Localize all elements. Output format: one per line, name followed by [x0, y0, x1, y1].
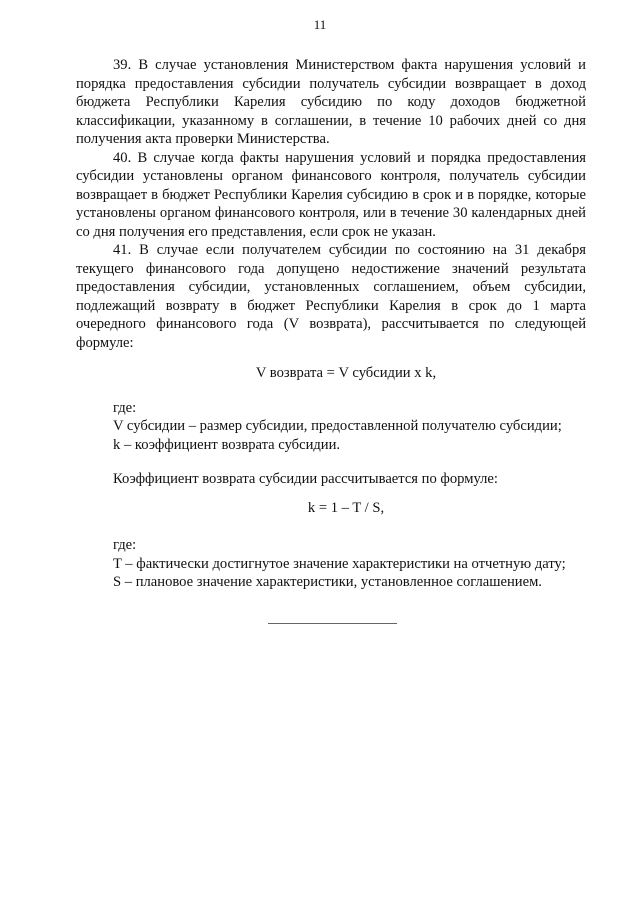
paragraph-41: 41. В случае если получателем субсидии по состоянию на 31 декабря текущего финансового года допущено недостижение значений результата предоставления субсидии, установленных соглашением, объем субсидии, подлежащий возврату в бюджет Республики Карелия в срок до 1 марта очередного финансового года (V возврата), рассчитывается по следующей формуле:	[76, 242, 586, 351]
definition-v-subsidy: V субсидии – размер субсидии, предоставленной получателю субсидии;	[113, 418, 562, 434]
coefficient-formula: k = 1 – T / S,	[307, 499, 385, 516]
definition-t: T – фактически достигнутое значение характеристики на отчетную дату;	[113, 555, 566, 572]
paragraph-39: 39. В случае установления Министерством факта нарушения условий и порядка предоставления субсидии получатель субсидии возвращает в доход бюджета Республики Карелия субсидию по коду доходов бюджетной классификации, указанному в соглашении, в течение 10 рабочих дней со дня получения акта проверки Министерства.	[76, 57, 586, 147]
definition-s: S – плановое значение характеристики, установленное соглашением.	[113, 574, 542, 590]
refund-formula: V возврата = V субсидии x k,	[255, 365, 437, 381]
coefficient-intro: Коэффициент возврата субсидии рассчитывается по формуле:	[113, 471, 498, 487]
paragraph-40: 40. В случае когда факты нарушения условий и порядка предоставления субсидии установлены органом финансового контроля, получатель субсидии возвращает в бюджет Республики Карелия субсидию в срок и в порядке, которые установлены органом финансового контроля, или в течение 30 календарных дней со дня получения его представления, если срок не указан.	[76, 149, 586, 240]
page-number: 11	[313, 17, 327, 32]
where-label: где:	[113, 537, 137, 553]
where-label: где:	[113, 399, 137, 416]
document-body	[76, 56, 586, 592]
definition-k: k – коэффициент возврата субсидии.	[113, 436, 341, 453]
end-divider	[268, 623, 397, 624]
